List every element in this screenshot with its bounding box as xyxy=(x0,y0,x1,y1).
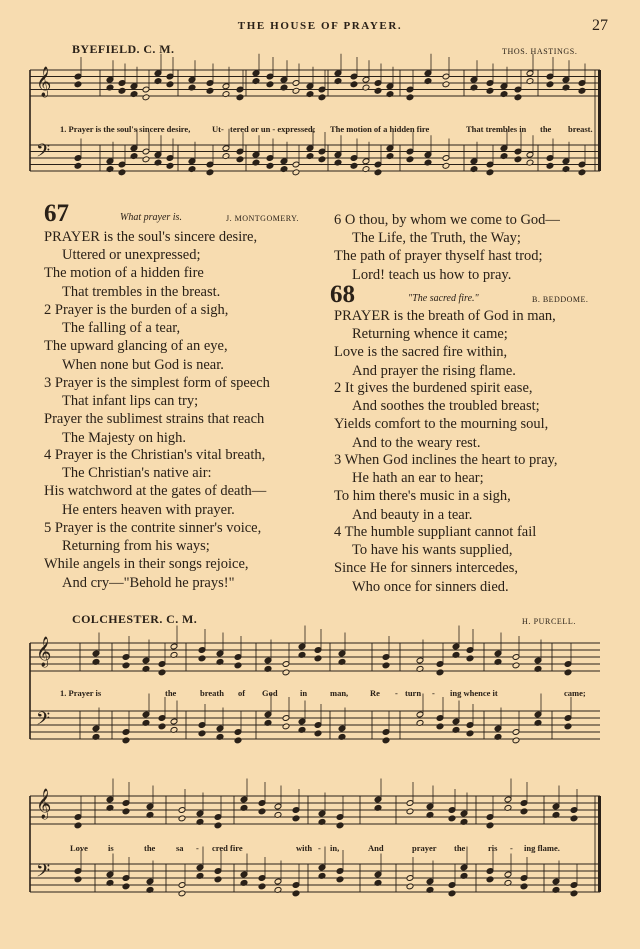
lyric-colchester-2-2: is xyxy=(108,843,114,853)
h68-stanza-2-line-1: 2 It gives the burdened spirit ease, xyxy=(334,380,533,396)
h67-stanza-2-line-2: The falling of a tear, xyxy=(62,320,181,337)
lyric-colchester-1-10: turn xyxy=(405,688,422,698)
h67-stanza-1-line-4: That trembles in the breast. xyxy=(62,283,221,300)
page-number: 27 xyxy=(592,17,608,34)
lyric-colchester-1-7: man, xyxy=(330,688,349,698)
h67-stanza-3-line-1: 3 Prayer is the simplest form of speech xyxy=(44,375,270,391)
lyric-colchester-1-1: 1. Prayer is xyxy=(60,688,102,698)
notes-colchester-1-treble xyxy=(92,626,572,676)
h68-stanza-2-line-3: Yields comfort to the mourning soul, xyxy=(334,416,549,433)
notes-colchester-1-bass xyxy=(92,694,572,744)
h68-stanza-4-line-2: To have his wants supplied, xyxy=(352,542,513,559)
h67-stanza-4-line-2: The Christian's native air: xyxy=(62,465,212,482)
lyric-colchester-1-5: God xyxy=(262,688,278,698)
h68-stanza-1-line-1: PRAYER is the breath of God in man, xyxy=(334,308,556,324)
h67-stanza-5-line-3: While angels in their songs rejoice, xyxy=(44,556,249,573)
staff-byefield-treble xyxy=(30,70,600,96)
hymn-68-author: B. BEDDOME. xyxy=(532,295,589,304)
h67-stanza-4-line-1: 4 Prayer is the Christian's vital breath, xyxy=(44,447,266,463)
h67-stanza-4-line-4: He enters heaven with prayer. xyxy=(62,501,235,518)
h68-stanza-1-line-4: And prayer the rising flame. xyxy=(352,362,516,379)
staff-byefield-bass xyxy=(30,145,600,171)
notes-colchester-2-bass xyxy=(74,847,578,897)
hymn-68-caption: "The sacred fire." xyxy=(408,293,479,304)
tune-composer-byefield: THOS. HASTINGS. xyxy=(502,47,578,56)
h67-stanza-5-line-1: 5 Prayer is the contrite sinner's voice, xyxy=(44,520,262,536)
treble-clef-2: 𝄞 xyxy=(36,637,52,667)
lyric-byefield-7: breast. xyxy=(568,124,593,134)
lyric-colchester-2-4: sa xyxy=(176,843,184,853)
lyric-byefield-2: Ut- xyxy=(212,124,224,134)
lyric-byefield-1: 1. Prayer is the soul's sincere desire, xyxy=(60,124,191,134)
lyric-colchester-1-12: ing whence it xyxy=(450,688,498,698)
lyric-colchester-2-6: cred fire xyxy=(212,843,243,853)
lyric-colchester-2-10: And xyxy=(368,843,384,853)
notes-colchester-2-treble xyxy=(74,779,578,829)
final-barline-thick xyxy=(598,70,601,171)
h67-stanza-2-line-3: The upward glancing of an eye, xyxy=(44,338,228,355)
tune-title-colchester: COLCHESTER. C. M. xyxy=(72,612,198,626)
h67-stanza-3-line-3: Prayer the sublimest strains that reach xyxy=(44,411,265,428)
lyric-colchester-2-1: Love xyxy=(70,843,88,853)
h68-stanza-4-line-3: Since He for sinners intercedes, xyxy=(334,560,519,577)
h67-stanza-3-line-2: That infant lips can try; xyxy=(62,393,199,410)
lyric-colchester-2-15: ing flame. xyxy=(524,843,560,853)
hymn-number-68: 68 xyxy=(330,281,355,308)
h67-stanza-1-line-2: Uttered or unexpressed; xyxy=(62,247,201,264)
h68-stanza-3-line-3: To him there's music in a sigh, xyxy=(334,488,511,505)
tune-title-byefield: BYEFIELD. C. M. xyxy=(72,42,175,56)
lyric-colchester-1-8: Re xyxy=(370,688,380,698)
lyric-colchester-1-2: the xyxy=(165,688,177,698)
staff-colchester-2-treble xyxy=(30,796,600,824)
lyric-byefield-4: The motion of a hidden fire xyxy=(330,124,430,134)
treble-clef-3: 𝄞 xyxy=(36,789,52,819)
h67-stanza-6-line-1: 6 O thou, by whom we come to God— xyxy=(334,212,560,228)
h67-stanza-2-line-4: When none but God is near. xyxy=(62,356,224,373)
h68-stanza-4-line-4: Who once for sinners died. xyxy=(352,578,509,595)
lyric-colchester-2-8: - xyxy=(318,843,321,853)
h67-stanza-5-line-4: And cry—"Behold he prays!" xyxy=(62,574,235,591)
lyric-colchester-1-13: came; xyxy=(564,688,586,698)
lyric-colchester-2-7: with xyxy=(296,843,313,853)
h67-stanza-1-line-1: PRAYER is the soul's sincere desire, xyxy=(44,229,258,245)
lyric-colchester-2-5: - xyxy=(196,843,199,853)
h67-stanza-3-line-4: The Majesty on high. xyxy=(62,429,187,446)
h67-stanza-4-line-3: His watchword at the gates of death— xyxy=(44,483,267,500)
lyric-colchester-1-6: in xyxy=(300,688,308,698)
lyric-byefield-6: the xyxy=(540,124,552,134)
bass-clef-3: 𝄢 xyxy=(36,861,51,886)
h67-stanza-6-line-3: The path of prayer thyself hast trod; xyxy=(334,248,543,265)
lyric-colchester-2-9: in, xyxy=(330,843,340,853)
lyric-colchester-2-12: the xyxy=(454,843,466,853)
final-barline-thick xyxy=(598,796,601,892)
h67-stanza-2-line-1: 2 Prayer is the burden of a sigh, xyxy=(44,302,229,318)
h68-stanza-4-line-1: 4 The humble suppliant cannot fail xyxy=(334,524,537,540)
lyric-colchester-2-11: prayer xyxy=(412,843,437,853)
lyric-colchester-2-3: the xyxy=(144,843,156,853)
notes-byefield-treble xyxy=(74,54,586,101)
lyric-colchester-2-13: ris xyxy=(488,843,498,853)
treble-clef-1: 𝄞 xyxy=(36,67,52,97)
h67-stanza-5-line-2: Returning from his ways; xyxy=(62,538,210,555)
bass-clef-1: 𝄢 xyxy=(36,141,51,166)
lyric-colchester-1-3: breath xyxy=(200,688,224,698)
bass-clef-2: 𝄢 xyxy=(36,709,51,734)
hymn-67-caption: What prayer is. xyxy=(120,212,182,223)
lyric-colchester-1-11: - xyxy=(432,688,435,698)
h68-stanza-3-line-1: 3 When God inclines the heart to pray, xyxy=(334,452,558,468)
notes-byefield-bass xyxy=(74,129,586,176)
h67-stanza-6-line-4: Lord! teach us how to pray. xyxy=(352,266,512,283)
h68-stanza-3-line-4: And beauty in a tear. xyxy=(352,506,473,523)
running-title: THE HOUSE OF PRAYER. xyxy=(237,20,403,32)
lyric-colchester-1-9: - xyxy=(395,688,398,698)
staff-colchester-2-bass xyxy=(30,864,600,892)
h67-stanza-1-line-3: The motion of a hidden fire xyxy=(44,265,204,282)
lyric-byefield-3: tered or un - expressed; xyxy=(230,124,316,134)
h68-stanza-2-line-2: And soothes the troubled breast; xyxy=(352,398,540,415)
h68-stanza-2-line-4: And to the weary rest. xyxy=(352,434,481,451)
h68-stanza-3-line-2: He hath an ear to hear; xyxy=(352,470,484,487)
lyric-colchester-1-4: of xyxy=(238,688,246,698)
hymn-67-author: J. MONTGOMERY. xyxy=(226,214,299,223)
tune-composer-colchester: H. PURCELL. xyxy=(522,617,576,626)
h68-stanza-1-line-2: Returning whence it came; xyxy=(352,326,508,343)
lyric-byefield-5: That trembles in xyxy=(466,124,527,134)
hymn-number-67: 67 xyxy=(44,200,69,227)
lyric-colchester-2-14: - xyxy=(510,843,513,853)
h68-stanza-1-line-3: Love is the sacred fire within, xyxy=(334,344,508,361)
h67-stanza-6-line-2: The Life, the Truth, the Way; xyxy=(352,230,521,247)
